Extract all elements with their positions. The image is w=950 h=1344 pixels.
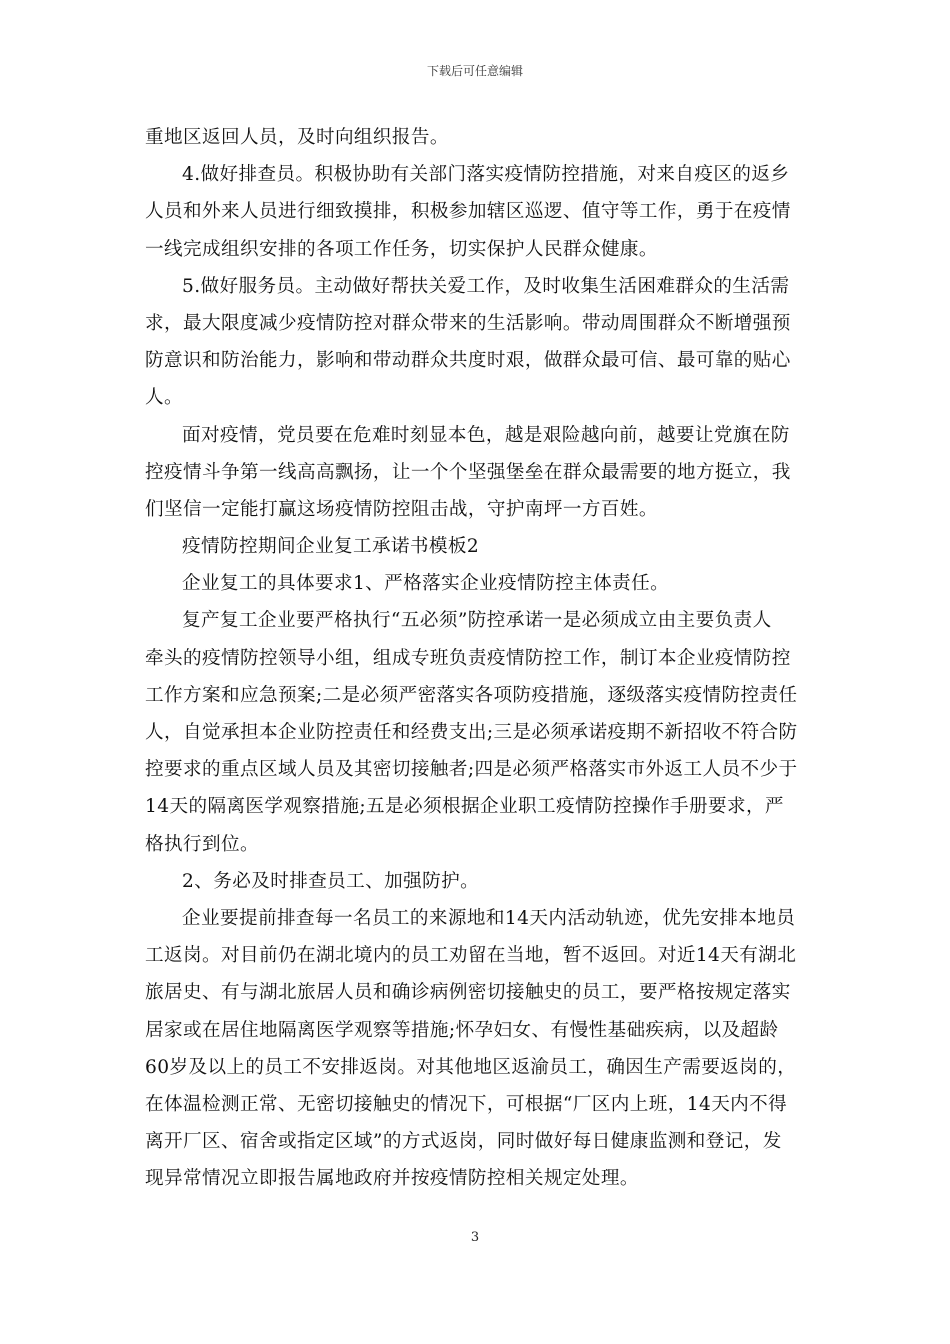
- text-line: 重地区返回人员，及时向组织报告。: [145, 127, 449, 148]
- text-line: 格执行到位。: [145, 833, 259, 855]
- text-line: 工返岗。对目前仍在湖北境内的员工劝留在当地，暂不返回。对近14天有湖北: [145, 945, 797, 967]
- text-line: 人员和外来人员进行细致摸排，积极参加辖区巡逻、值守等工作，勇于在疫情: [145, 201, 791, 223]
- text-line: 们坚信一定能打赢这场疫情防控阻击战，守护南坪一方百姓。: [145, 498, 658, 520]
- text-line: 14天的隔离医学观察措施;五是必须根据企业职工疫情防控操作手册要求，严: [145, 796, 784, 818]
- text-line: 旅居史、有与湖北旅居人员和确诊病例密切接触史的员工，要严格按规定落实: [145, 982, 791, 1004]
- text-line: 控要求的重点区域人员及其密切接触者;四是必须严格落实市外返工人员不少于: [145, 759, 798, 781]
- text-line: 5.做好服务员。主动做好帮扶关爱工作，及时收集生活困难群众的生活需: [182, 275, 790, 297]
- text-line: 求，最大限度减少疫情防控对群众带来的生活影响。带动周围群众不断增强预: [145, 312, 791, 334]
- text-line: 控疫情斗争第一线高高飘扬，让一个个坚强堡垒在群众最需要的地方挺立，我: [145, 461, 791, 483]
- text-line: 居家或在居住地隔离医学观察等措施;怀孕妇女、有慢性基础疾病，以及超龄: [145, 1019, 779, 1041]
- text-line: 离开厂区、宿舍或指定区域”的方式返岗，同时做好每日健康监测和登记，发: [145, 1131, 782, 1153]
- text-line: 防意识和防治能力，影响和带动群众共度时艰，做群众最可信、最可靠的贴心: [145, 350, 791, 372]
- text-line: 2、务必及时排查员工、加强防护。: [182, 870, 480, 892]
- text-line: 牵头的疫情防控领导小组，组成专班负责疫情防控工作，制订本企业疫情防控: [145, 647, 791, 669]
- page-header: 下载后可任意编辑: [426, 64, 523, 78]
- text-line: 面对疫情，党员要在危难时刻显本色，越是艰险越向前，越要让党旗在防: [182, 424, 790, 446]
- text-line: 4.做好排查员。积极协助有关部门落实疫情防控措施，对来自疫区的返乡: [182, 164, 790, 186]
- page-number: 3: [470, 1230, 480, 1245]
- text-line: 企业要提前排查每一名员工的来源地和14天内活动轨迹，优先安排本地员: [182, 907, 796, 929]
- document-body: [145, 119, 805, 1197]
- text-line: 现异常情况立即报告属地政府并按疫情防控相关规定处理。: [145, 1168, 639, 1190]
- text-line: 人，自觉承担本企业防控责任和经费支出;三是必须承诺疫期不新招收不符合防: [145, 722, 798, 743]
- text-line: 复产复工企业要严格执行“五必须”防控承诺一是必须成立由主要负责人: [182, 610, 772, 632]
- text-line: 企业复工的具体要求1、严格落实企业疫情防控主体责任。: [182, 573, 670, 595]
- text-line: 工作方案和应急预案;二是必须严密落实各项防疫措施，逐级落实疫情防控责任: [145, 684, 798, 706]
- text-line: 人。: [145, 387, 183, 409]
- text-line: 在体温检测正常、无密切接触史的情况下，可根据“厂区内上班，14天内不得: [145, 1093, 788, 1115]
- text-line: 60岁及以上的员工不安排返岗。对其他地区返渝员工，确因生产需要返岗的，: [145, 1056, 797, 1078]
- text-line: 一线完成组织安排的各项工作任务，切实保护人民群众健康。: [145, 238, 658, 260]
- section-title: 疫情防控期间企业复工承诺书模板2: [182, 536, 480, 558]
